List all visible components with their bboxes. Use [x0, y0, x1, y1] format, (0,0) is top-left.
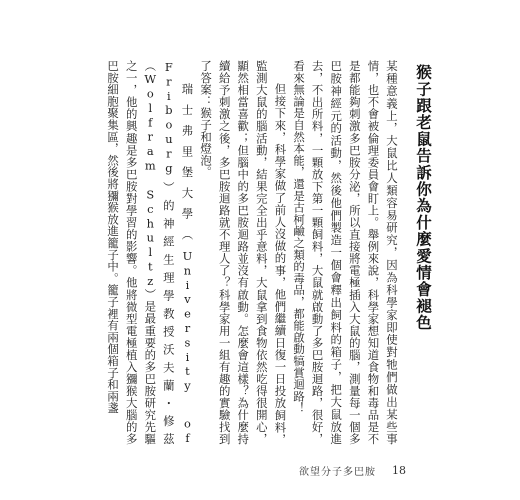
page-number: 18	[392, 464, 406, 477]
paragraph: 但接下來，科學家做了前人沒做的事，他們繼續日復一日投放飼料，監測大鼠的腦活動，結果完全出乎意料，大鼠拿到食物依然吃得很開心，顯然相當喜歡；但腦中的多巴胺迴路並沒有啟動。怎麼會這樣？為什麼持續給予刺激之後，多巴胺迴路就不理人了？科學家用一組有趣的實驗找到了答案：猴子和燈泡。	[199, 60, 288, 445]
running-title: 欲望分子多巴胺	[299, 467, 376, 478]
paragraph: 某種意義上，大鼠比人類容易研究，因為科學家即使對牠們做出某些事情，也不會被倫理委員會盯上。舉例來說，科學家想知道食物和毒品是不是都能夠刺激多巴胺分泌，所以直接將電極插入大鼠的腦，測量每一個多巴胺神經元的活動，然後他們製造一個會釋出飼料的箱子，把大鼠放進去，不出所料，一顆放下第一顆飼料，大鼠就啟動了多巴胺迴路，很好，看來無論是自然本能，還是古柯鹼之類的毒品，都能啟動犒賞迴路！	[292, 60, 399, 445]
section-title: 猴子跟老鼠告訴你為什麼愛情會褪色	[414, 64, 432, 332]
vertical-text-column	[93, 60, 433, 445]
paragraph: 瑞士弗里堡大學（University of Fribourg）的神經生理學教授沃夫蘭・修茲（Wolfram Schultz）是最重要的多巴胺研究先驅之一，他的興趣是多巴胺對學習的影響。他將微型電極植入獼猴大腦的多巴胺細胞聚集區，然後將獼猴放進籠子中。籠子裡有兩個箱子和兩盞	[106, 60, 195, 445]
page-footer	[299, 463, 406, 478]
